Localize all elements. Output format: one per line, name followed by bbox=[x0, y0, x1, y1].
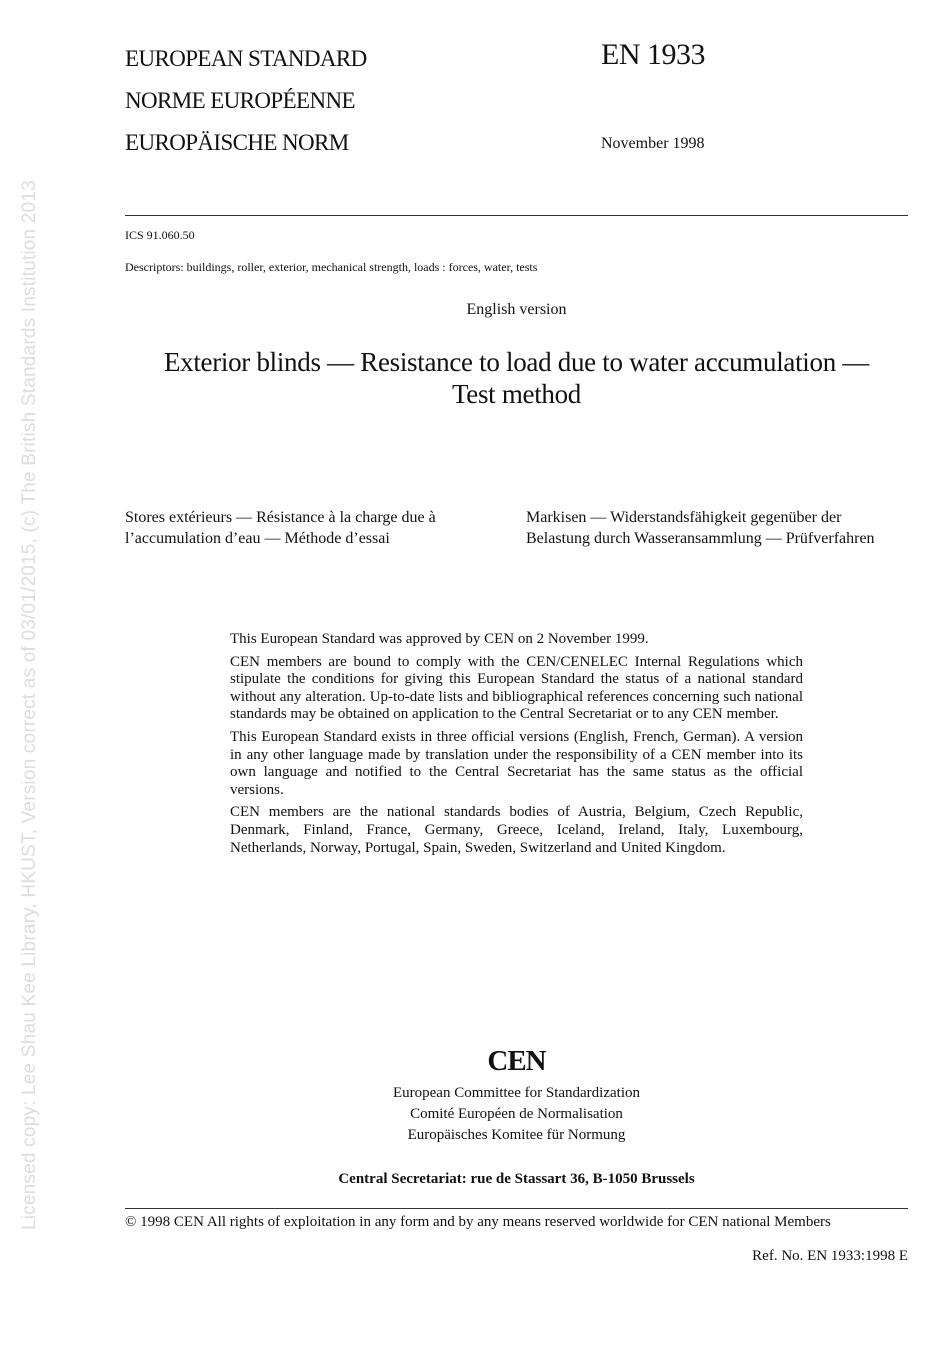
title-german: Markisen — Widerstandsfähigkeit gegenüber der Belastung durch Wasseransammlung — Prüfverfahren bbox=[526, 509, 875, 547]
header-rule bbox=[125, 215, 908, 216]
approval-block bbox=[230, 631, 803, 862]
cen-name-en: European Committee for Standardization bbox=[392, 1085, 640, 1101]
ics-code: ICS 91.060.50 bbox=[125, 228, 195, 242]
secretariat-address: Central Secretariat: rue de Stassart 36, B-1050 Brussels bbox=[338, 1171, 695, 1187]
header-line-fr: NORME EUROPÉENNE bbox=[125, 88, 355, 113]
cen-name-de: Europäisches Komitee für Normung bbox=[407, 1127, 626, 1143]
cen-name-fr: Comité Européen de Normalisation bbox=[410, 1106, 623, 1122]
header-line-en: EUROPEAN STANDARD bbox=[125, 46, 367, 71]
title-line-1: Exterior blinds — Resistance to load due to water accumulation — bbox=[163, 347, 870, 377]
publication-date: November 1998 bbox=[601, 135, 705, 152]
cen-logo: CEN bbox=[487, 1045, 546, 1077]
reference-number: Ref. No. EN 1933:1998 E bbox=[752, 1248, 908, 1264]
title-line-2: Test method bbox=[451, 379, 582, 409]
copyright-notice: © 1998 CEN All rights of exploitation in any form and by any means reserved worldwide for CEN national Members bbox=[125, 1214, 831, 1230]
header-line-de: EUROPÄISCHE NORM bbox=[125, 130, 349, 155]
language-version: English version bbox=[466, 301, 567, 318]
members-paragraph: CEN members are the national standards bodies of Austria, Belgium, Czech Republic, Denmark, Finland, France, Germany, Greece, Iceland, Ireland, Italy, Luxembourg, Netherlands, Norway, Portugal, Spain, Sweden, Switzerland and United Kingdom. bbox=[230, 804, 803, 856]
standard-number: EN 1933 bbox=[601, 38, 705, 71]
license-watermark: Licensed copy: Lee Shau Kee Library, HKUST, Version correct as of 03/01/2015, (c) The British Standards Institution 2013 bbox=[19, 180, 40, 1230]
versions-paragraph: This European Standard exists in three official versions (English, French, German). A version in any other language made by translation under the responsibility of a CEN member into its own language and notified to the Central Secretariat has the same status as the official versions. bbox=[230, 728, 803, 798]
cen-names bbox=[125, 1083, 908, 1146]
title-french: Stores extérieurs — Résistance à la charge due à l’accumulation d’eau — Méthode d’essai bbox=[125, 509, 436, 547]
document-title bbox=[110, 346, 923, 410]
approval-paragraph: This European Standard was approved by CEN on 2 November 1999. bbox=[230, 631, 649, 647]
footer-rule bbox=[125, 1208, 908, 1209]
compliance-paragraph: CEN members are bound to comply with the CEN/CENELEC Internal Regulations which stipulate the conditions for giving this European Standard the status of a national standard without any alteration. Up-to-date lists and bibliographical references concerning such national standards may be obtained on application to the Central Secretariat or to any CEN member. bbox=[230, 653, 803, 723]
descriptors: Descriptors: buildings, roller, exterior, mechanical strength, loads : forces, water, tests bbox=[125, 260, 538, 274]
